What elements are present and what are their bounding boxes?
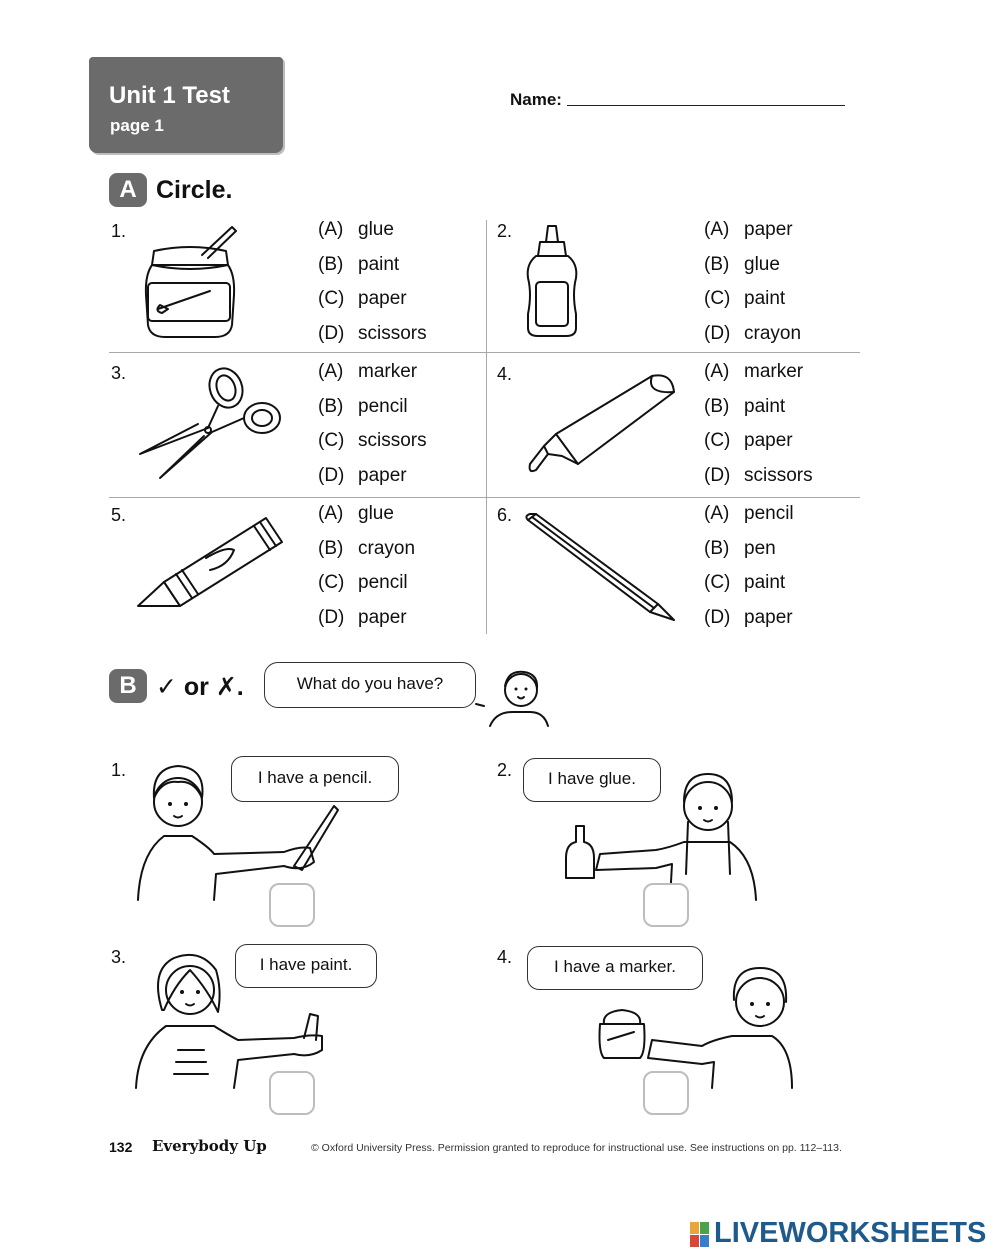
option[interactable] xyxy=(318,601,415,636)
options-list xyxy=(704,213,801,352)
option[interactable] xyxy=(318,248,427,283)
option-text: pencil xyxy=(358,572,408,594)
speech-bubble xyxy=(523,758,661,802)
option-letter: (C) xyxy=(318,288,345,310)
option[interactable] xyxy=(318,213,427,248)
option[interactable] xyxy=(704,532,794,567)
crayon-image xyxy=(136,512,288,612)
option[interactable] xyxy=(704,566,794,601)
speech-text: I have a marker. xyxy=(554,957,676,976)
option-text: pencil xyxy=(358,395,408,417)
option[interactable] xyxy=(318,390,427,425)
marker-image xyxy=(526,374,678,480)
section-a-title: Circle. xyxy=(156,176,233,204)
option-text: crayon xyxy=(744,323,802,345)
option-letter: (B) xyxy=(318,253,344,275)
item-number: 2. xyxy=(497,760,513,780)
answer-checkbox[interactable] xyxy=(269,883,315,927)
options-list xyxy=(318,355,427,494)
option-letter: (B) xyxy=(704,253,730,275)
unit-page-label: page 1 xyxy=(110,116,164,135)
glue-bottle-image xyxy=(522,224,582,342)
option[interactable] xyxy=(318,497,415,532)
option[interactable] xyxy=(318,424,427,459)
option-text: crayon xyxy=(358,537,416,559)
option-letter: (D) xyxy=(318,607,345,629)
option-letter: (B) xyxy=(318,395,344,417)
option-letter: (D) xyxy=(318,465,345,487)
option-text: paper xyxy=(744,430,793,452)
option-text: marker xyxy=(358,361,418,382)
watermark-text: LIVEWORKSHEETS xyxy=(714,1217,987,1249)
section-b-badge: B xyxy=(109,669,147,703)
option-letter: (C) xyxy=(704,430,731,452)
option-text: scissors xyxy=(358,430,427,452)
option-text: scissors xyxy=(744,465,813,487)
item-number: 3. xyxy=(111,947,127,967)
question-number: 5. xyxy=(111,505,127,525)
section-a-badge: A xyxy=(109,173,147,207)
option-text: paper xyxy=(358,288,407,310)
option[interactable] xyxy=(318,317,427,352)
options-list xyxy=(318,497,415,636)
option-letter: (B) xyxy=(318,537,344,559)
answer-checkbox[interactable] xyxy=(269,1071,315,1115)
options-list xyxy=(704,355,813,494)
item-number: 4. xyxy=(497,947,513,967)
option[interactable] xyxy=(704,424,813,459)
option-text: paint xyxy=(744,572,786,594)
option[interactable] xyxy=(704,601,794,636)
question-number: 1. xyxy=(111,221,127,241)
option-letter: (A) xyxy=(704,219,730,240)
speech-bubble xyxy=(527,946,703,990)
brand-name: Everybody Up xyxy=(152,1137,267,1155)
speech-text: I have a pencil. xyxy=(257,768,373,787)
prompt-text: What do you have? xyxy=(296,674,444,693)
liveworksheets-logo-icon xyxy=(690,1222,710,1248)
option[interactable] xyxy=(704,282,801,317)
option-text: paper xyxy=(744,219,793,240)
option-text: paint xyxy=(744,395,786,417)
option[interactable] xyxy=(704,497,794,532)
section-b-title: ✓ or ✗. xyxy=(156,673,244,701)
option-letter: (A) xyxy=(318,219,344,240)
copyright-notice: © Oxford University Press. Permission granted to reproduce for instructional use. See instructions on pp. 112–113. xyxy=(311,1142,842,1154)
options-list xyxy=(318,213,427,352)
option-text: paint xyxy=(744,288,786,310)
option-text: paint xyxy=(358,253,400,275)
option[interactable] xyxy=(318,282,427,317)
option[interactable] xyxy=(704,390,813,425)
option-letter: (A) xyxy=(318,503,344,524)
grid-divider xyxy=(109,352,860,353)
speech-text: I have paint. xyxy=(259,955,353,974)
answer-checkbox[interactable] xyxy=(643,883,689,927)
option-letter: (C) xyxy=(318,572,345,594)
option-letter: (D) xyxy=(704,323,731,345)
question-number: 6. xyxy=(497,505,513,525)
question-number: 4. xyxy=(497,364,513,384)
option-letter: (C) xyxy=(318,430,345,452)
speech-bubble xyxy=(235,944,377,988)
unit-title: Unit 1 Test xyxy=(109,82,230,109)
option-text: paper xyxy=(358,465,407,487)
option[interactable] xyxy=(318,355,427,390)
option-letter: (D) xyxy=(704,607,731,629)
option-text: glue xyxy=(358,503,394,524)
speech-bubble xyxy=(231,756,399,802)
option[interactable] xyxy=(318,459,427,494)
scissors-image xyxy=(138,366,286,482)
item-number: 1. xyxy=(111,760,127,780)
option-text: marker xyxy=(744,361,804,382)
option-letter: (A) xyxy=(318,361,344,382)
option-letter: (C) xyxy=(704,572,731,594)
option[interactable] xyxy=(704,248,801,283)
option[interactable] xyxy=(704,355,813,390)
option-letter: (A) xyxy=(704,503,730,524)
option-text: paper xyxy=(744,607,793,629)
speech-text: I have glue. xyxy=(548,769,636,788)
grid-divider xyxy=(486,220,487,634)
option[interactable] xyxy=(704,317,801,352)
paint-jar-image xyxy=(140,225,240,340)
option-text: scissors xyxy=(358,323,427,345)
option[interactable] xyxy=(704,213,801,248)
option-text: pencil xyxy=(744,503,794,524)
prompt-bubble xyxy=(264,662,476,708)
option-letter: (A) xyxy=(704,361,730,382)
option-text: pen xyxy=(744,537,776,559)
option[interactable] xyxy=(318,566,415,601)
option-letter: (D) xyxy=(318,323,345,345)
option-text: glue xyxy=(744,253,780,275)
option-letter: (D) xyxy=(704,465,731,487)
option-letter: (B) xyxy=(704,537,730,559)
boy-avatar xyxy=(474,664,554,730)
name-field[interactable] xyxy=(567,105,845,106)
answer-checkbox[interactable] xyxy=(643,1071,689,1115)
option[interactable] xyxy=(318,532,415,567)
pencil-image xyxy=(524,512,678,622)
options-list xyxy=(704,497,794,636)
option-text: glue xyxy=(358,219,394,240)
question-number: 3. xyxy=(111,363,127,383)
page-number: 132 xyxy=(109,1139,133,1155)
option-letter: (C) xyxy=(704,288,731,310)
option-text: paper xyxy=(358,607,407,629)
option[interactable] xyxy=(704,459,813,494)
option-letter: (B) xyxy=(704,395,730,417)
name-label: Name: xyxy=(510,90,562,109)
question-number: 2. xyxy=(497,221,513,241)
